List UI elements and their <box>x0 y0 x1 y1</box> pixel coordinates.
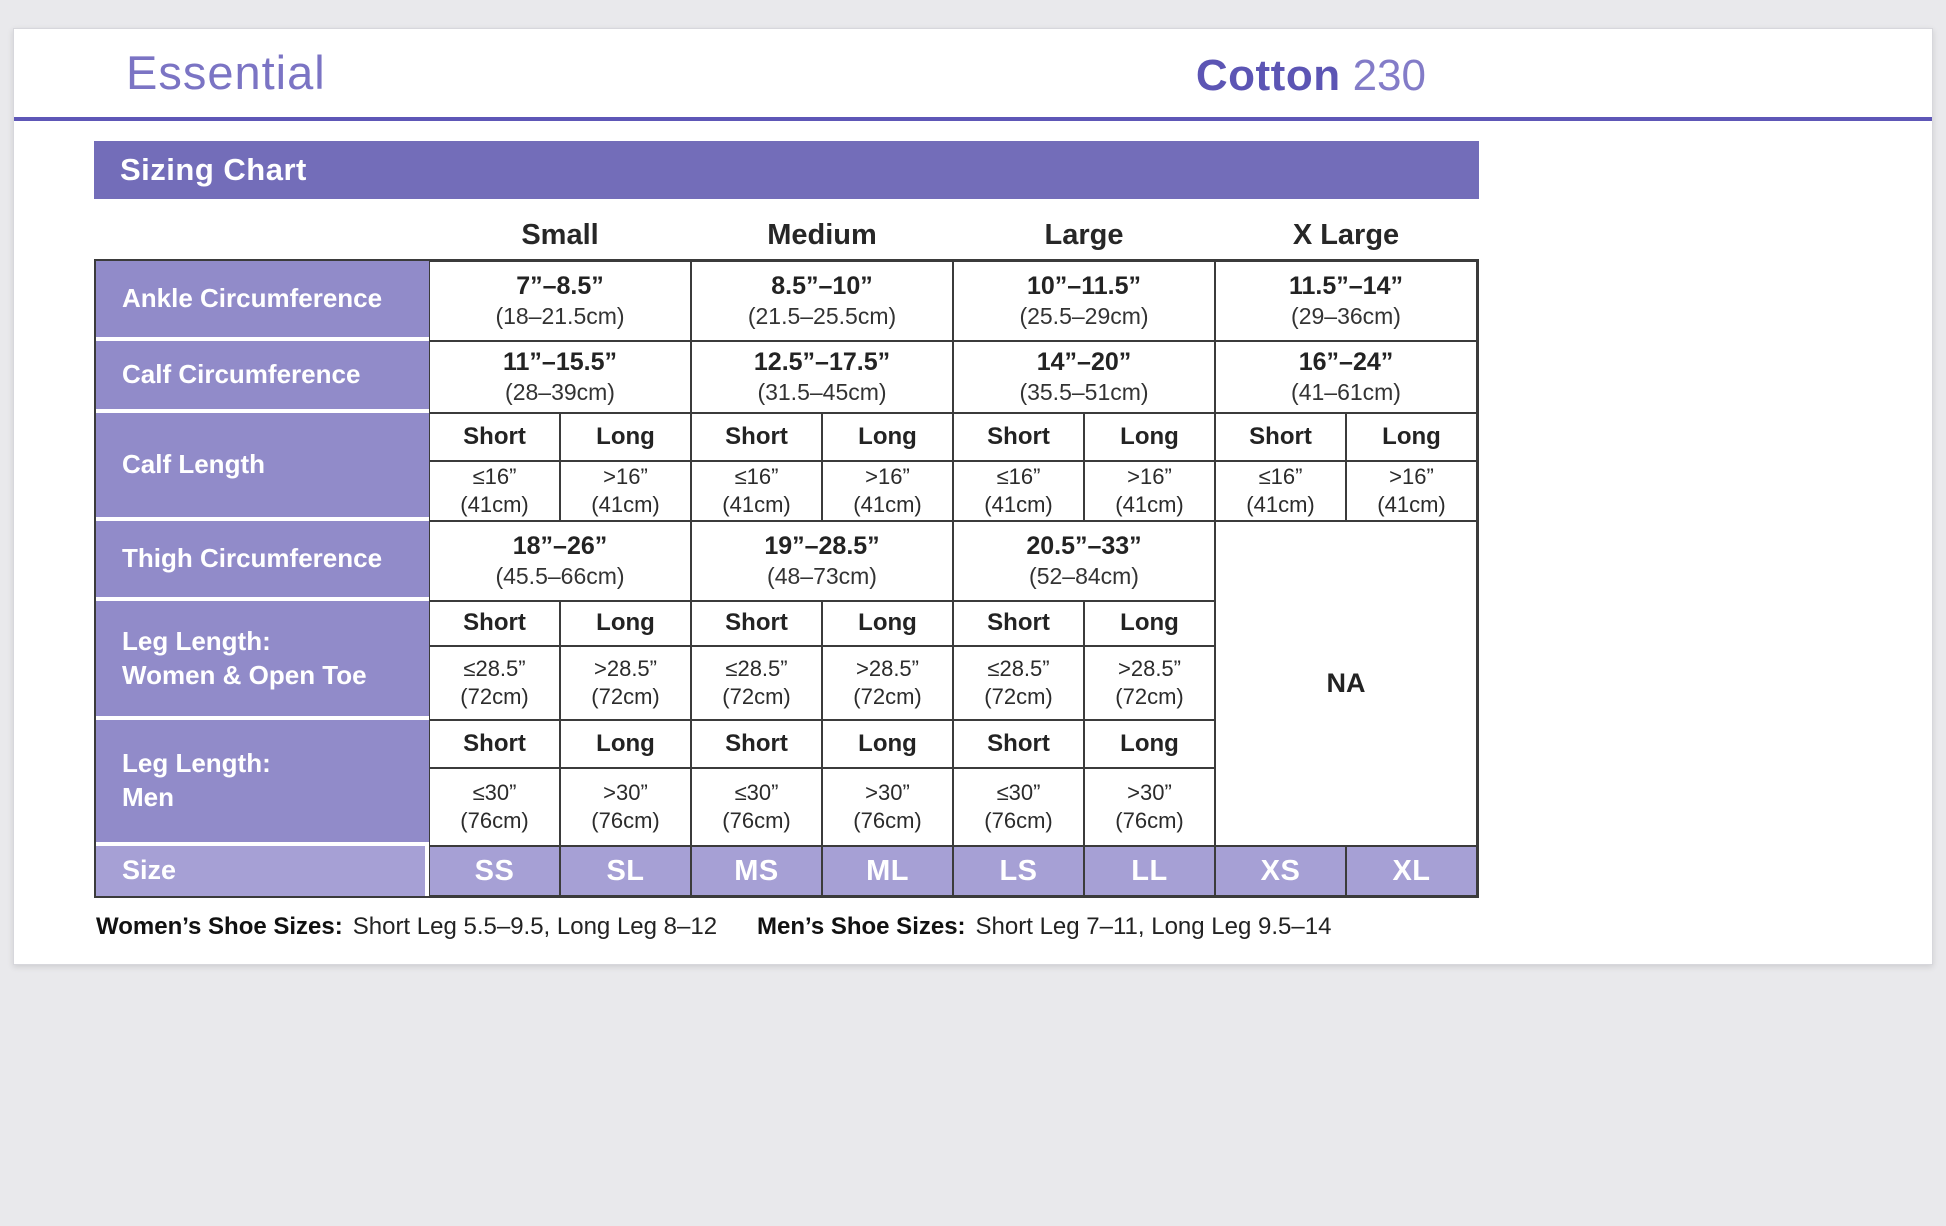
calflength-large-short-header: Short <box>953 413 1084 461</box>
product-number: 230 <box>1352 51 1426 100</box>
row-label-leg-length-women: Leg Length: Women & Open Toe <box>96 601 429 720</box>
womens-shoe-sizes <box>96 913 717 941</box>
legwomen-large-short-header: Short <box>953 601 1084 646</box>
size-code-xs: XS <box>1215 846 1346 896</box>
calflength-xlarge-short-header: Short <box>1215 413 1346 461</box>
row-label-calf-length: Calf Length <box>96 413 429 521</box>
banner-title: Sizing Chart <box>120 152 307 187</box>
product-name <box>1196 51 1426 101</box>
cell-calflength-xlarge-short: ≤16” (41cm) <box>1215 461 1346 521</box>
mens-shoe-sizes-label: Men’s Shoe Sizes: <box>757 913 966 940</box>
cell-calflength-xlarge-long: >16” (41cm) <box>1346 461 1477 521</box>
womens-shoe-sizes-label: Women’s Shoe Sizes: <box>96 913 343 940</box>
cell-thigh-large: 20.5”–33” (52–84cm) <box>953 521 1215 601</box>
cell-legwomen-small-short: ≤28.5” (72cm) <box>429 646 560 720</box>
cell-ankle-large: 10”–11.5” (25.5–29cm) <box>953 261 1215 341</box>
cell-legwomen-large-long: >28.5” (72cm) <box>1084 646 1215 720</box>
womens-shoe-sizes-value: Short Leg 5.5–9.5, Long Leg 8–12 <box>352 913 718 940</box>
legmen-large-short-header: Short <box>953 720 1084 768</box>
sizing-table <box>94 259 1479 898</box>
cell-thigh-medium: 19”–28.5” (48–73cm) <box>691 521 953 601</box>
shoe-sizes-footnote <box>96 913 1331 941</box>
cell-calfcirc-medium: 12.5”–17.5” (31.5–45cm) <box>691 341 953 413</box>
row-label-ankle: Ankle Circumference <box>96 261 429 341</box>
size-code-ls: LS <box>953 846 1084 896</box>
cell-calfcirc-large: 14”–20” (35.5–51cm) <box>953 341 1215 413</box>
cell-ankle-medium: 8.5”–10” (21.5–25.5cm) <box>691 261 953 341</box>
brand-name: Essential <box>126 46 326 99</box>
cell-legwomen-medium-short: ≤28.5” (72cm) <box>691 646 822 720</box>
column-header-large: Large <box>1044 219 1124 251</box>
cell-legmen-medium-long: >30” (76cm) <box>822 768 953 846</box>
size-code-ss: SS <box>429 846 560 896</box>
cell-xlarge-na: NA <box>1215 521 1477 846</box>
cell-thigh-small: 18”–26” (45.5–66cm) <box>429 521 691 601</box>
legwomen-small-long-header: Long <box>560 601 691 646</box>
legmen-medium-long-header: Long <box>822 720 953 768</box>
legmen-medium-short-header: Short <box>691 720 822 768</box>
size-code-sl: SL <box>560 846 691 896</box>
row-label-calf-circumference: Calf Circumference <box>96 341 429 413</box>
row-label-size: Size <box>96 846 429 896</box>
cell-legwomen-medium-long: >28.5” (72cm) <box>822 646 953 720</box>
size-code-ml: ML <box>822 846 953 896</box>
calflength-medium-long-header: Long <box>822 413 953 461</box>
product-name-bold: Cotton <box>1195 51 1341 100</box>
cell-calfcirc-xlarge: 16”–24” (41–61cm) <box>1215 341 1477 413</box>
cell-calflength-large-long: >16” (41cm) <box>1084 461 1215 521</box>
cell-legmen-small-short: ≤30” (76cm) <box>429 768 560 846</box>
sizing-chart-card <box>13 28 1933 965</box>
header-divider <box>14 117 1932 121</box>
size-code-ll: LL <box>1084 846 1215 896</box>
row-label-thigh: Thigh Circumference <box>96 521 429 601</box>
cell-calflength-small-short: ≤16” (41cm) <box>429 461 560 521</box>
mens-shoe-sizes <box>757 913 1331 941</box>
legwomen-medium-long-header: Long <box>822 601 953 646</box>
legmen-large-long-header: Long <box>1084 720 1215 768</box>
size-code-xl: XL <box>1346 846 1477 896</box>
cell-legmen-small-long: >30” (76cm) <box>560 768 691 846</box>
sizing-chart-banner <box>94 141 1479 199</box>
cell-legwomen-large-short: ≤28.5” (72cm) <box>953 646 1084 720</box>
cell-calflength-medium-short: ≤16” (41cm) <box>691 461 822 521</box>
cell-legmen-large-long: >30” (76cm) <box>1084 768 1215 846</box>
cell-calflength-large-short: ≤16” (41cm) <box>953 461 1084 521</box>
cell-legmen-medium-short: ≤30” (76cm) <box>691 768 822 846</box>
row-label-leg-length-men: Leg Length: Men <box>96 720 429 846</box>
legmen-small-long-header: Long <box>560 720 691 768</box>
cell-legwomen-small-long: >28.5” (72cm) <box>560 646 691 720</box>
legwomen-large-long-header: Long <box>1084 601 1215 646</box>
cell-calflength-small-long: >16” (41cm) <box>560 461 691 521</box>
calflength-small-short-header: Short <box>429 413 560 461</box>
column-header-small: Small <box>521 219 599 251</box>
cell-calflength-medium-long: >16” (41cm) <box>822 461 953 521</box>
cell-ankle-small: 7”–8.5” (18–21.5cm) <box>429 261 691 341</box>
calflength-large-long-header: Long <box>1084 413 1215 461</box>
column-header-xlarge: X Large <box>1292 219 1400 251</box>
mens-shoe-sizes-value: Short Leg 7–11, Long Leg 9.5–14 <box>975 913 1332 940</box>
legwomen-medium-short-header: Short <box>691 601 822 646</box>
size-column-headers <box>429 213 1477 257</box>
column-header-medium: Medium <box>767 219 877 251</box>
calflength-medium-short-header: Short <box>691 413 822 461</box>
cell-calfcirc-small: 11”–15.5” (28–39cm) <box>429 341 691 413</box>
cell-legmen-large-short: ≤30” (76cm) <box>953 768 1084 846</box>
size-code-ms: MS <box>691 846 822 896</box>
legwomen-small-short-header: Short <box>429 601 560 646</box>
legmen-small-short-header: Short <box>429 720 560 768</box>
cell-ankle-xlarge: 11.5”–14” (29–36cm) <box>1215 261 1477 341</box>
calflength-xlarge-long-header: Long <box>1346 413 1477 461</box>
calflength-small-long-header: Long <box>560 413 691 461</box>
